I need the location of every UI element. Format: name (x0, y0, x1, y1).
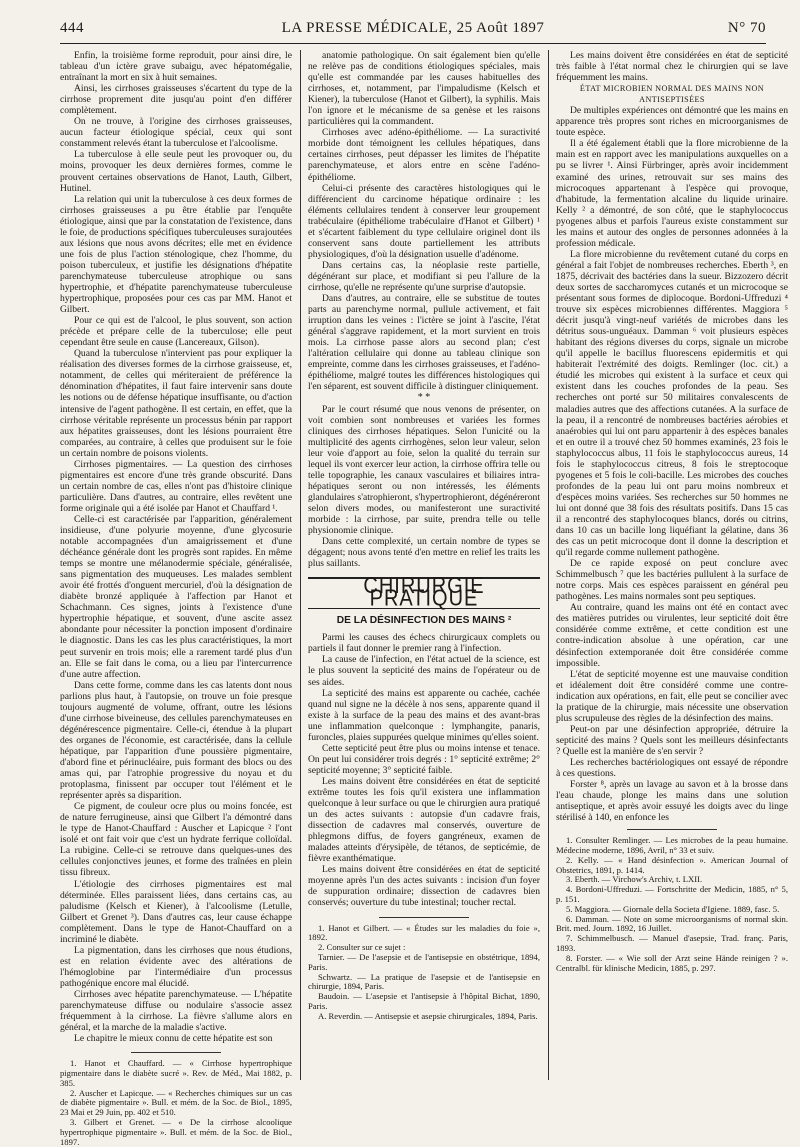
column-2-footnotes (308, 924, 540, 1022)
paragraph: Il a été également établi que la flore microbienne de la main est en rapport avec les manipulations auxquelles on a pu se livrer ¹. Ainsi Fürbringer, après avoir incidemment examiné des urines, retrouvait sur ses mains des microcoques appartenant à l'espèce qui provoque, d'habitude, la fermentation alcaline du liquide urinaire. Kelly ² a démontré, de son côté, que le staphylococcus pyogenes albus et parfois l'aureus existe constamment sur les mains et autour des ongles de personnes adonnées à la profession médicale. (556, 138, 788, 249)
journal-title: LA PRESSE MÉDICALE, 25 Août 1897 (281, 20, 545, 36)
footnote: Baudoin. — L'asepsie et l'antisepsie à l'hôpital Bichat, 1890, Paris. (308, 991, 540, 1011)
paragraph: La cause de l'infection, en l'état actuel de la science, est le plus souvent la septicité des mains de l'opérateur ou de ses aides. (308, 654, 540, 688)
paragraph: Parmi les causes des échecs chirurgicaux complets ou partiels il faut donner le premier rang à l'infection. (308, 632, 540, 655)
paragraph: Forster ⁸, après un lavage au savon et à la brosse dans l'eau chaude, plonge les mains dans une solution antiseptique, et après avoir essuyé les doigts avec du linge stérilisé à 140, en enfonce les (556, 779, 788, 824)
paragraph: L'étiologie des cirrhoses pigmentaires est mal déterminée. Elles paraissent liées, dans certains cas, au paludisme (Kelsch et Kiener), à l'alcoolisme (Letulle, Gilbert et Grenet ³). Dans d'autres cas, leur cause échappe complètement. Dans le type de Hanot-Chauffard on a incriminé le diabète. (60, 878, 292, 945)
paragraph: Cette septicité peut être plus ou moins intense et tenace. On peut lui considérer trois degrés : 1° septicité extrême; 2° septicité moyenne; 3° septicité faible. (308, 742, 540, 776)
paragraph: Peut-on par une désinfection appropriée, détruire la septicité des mains ? Quels sont les meilleurs désinfectants ? Quelle est la manière de s'en servir ? (556, 723, 788, 757)
paragraph: La pigmentation, dans les cirrhoses que nous étudions, est en relation évidente avec des altérations de l'hémoglobine par l'intermédiaire d'un processus pathogénique encore mal élucidé. (60, 944, 292, 989)
section-banner (308, 573, 540, 612)
paragraph: anatomie pathologique. On sait également bien qu'elle ne relève pas de conditions étiologiques spéciales, mais qu'elle est commandée par les causes habituelles des cirrhoses, et, notamment, par l'impaludisme (Kelsch et Kiener), la tuberculose (Hanot et Gilbert), la syphilis. Mais l'on ignore et le mécanisme de sa genèse et les raisons particulières qui la commandent. (308, 50, 540, 128)
footnote-rule (131, 1052, 221, 1053)
column-1-footnotes (60, 1059, 292, 1147)
footnote: 6. Damman. — Note on some microorganisms of normal skin. Brit. med. Journ. 1892, 16 Juillet. (556, 913, 788, 934)
paragraph: Cirrhoses pigmentaires. — La question des cirrhoses pigmentaires est encore d'une très grande obscurité. Dans un certain nombre de cas, elles n'ont pas d'histoire clinique particulière. Dans d'autres, au contraire, elles revêtent une forme originale qui a été isolée par Hanot et Chauffard ¹. (60, 458, 292, 514)
section-separator: * * (417, 392, 431, 404)
paragraph: Dans certains cas, la néoplasie reste partielle, dégénérant sur place, et modifiant si peu l'allure de la cirrhose, qu'elle ne représente qu'une surprise d'autopsie. (308, 259, 540, 293)
paragraph: Au contraire, quand les mains ont été en contact avec des matières putrides ou virulentes, leur septicité doit être considérée comme extrême, et cette condition est une contre-indication absolue à une opération, car une désinfection extemporanée doit être considérée comme impossible. (556, 602, 788, 669)
section-banner-title: CHIRURGIE PRATIQUE (363, 573, 485, 612)
paragraph: Par le court résumé que nous venons de présenter, on voit combien sont nombreuses et variées les formes cliniques des cirrhoses hépatiques. Selon l'unicité ou la multiplicité des agents cirrhogènes, selon leur valeur, selon leur voie d'apport au foie, selon la qualité du terrain sur lequel ils vont exercer leur action, la cirrhose offrira telle ou telle topographie, les canaux vasculaires et biliaires intra-hépatiques seront ou non intéressés, les éléments glandulaires s'atrophieront, s'hypertrophieront, dégénéreront selon divers modes, ou manifesteront une suractivité morbide : la cirrhose, par suite, prendra telle ou telle physionomie clinique. (308, 403, 540, 537)
paragraph: Pour ce qui est de l'alcool, le plus souvent, son action précède et prépare celle de la tuberculose; elle peut cependant être seule en cause (Lancereaux, Gilson). (60, 315, 292, 349)
paragraph: Ce pigment, de couleur ocre plus ou moins foncée, est de nature ferrugineuse, ainsi que Gilbert l'a démontré dans le type de Hanot-Chauffard : Auscher et Lapicque ² l'ont isolé et ont fait voir que c'est un hydrate ferrique colloïdal. La rubigine. Celle-ci se retrouve dans quelques-unes des cellules conjonctives jeunes, et forme des traînées en plein tissu fibreux. (60, 801, 292, 879)
paragraph: Les mains doivent être considérées en état de septicité extrême toutes les fois qu'il existera une inflammation quelconque à leur surface ou que le chirurgien aura pratiqué un des actes suivants : autopsie d'un cadavre frais, dissection de cadavres mal conservés, ouverture de phlegmons diffus, de foyers gangréneux, examen de malades atteints d'érysipèle, de tétanos, de septicémie, de fièvre exanthématique. (308, 775, 540, 865)
paragraph: La septicité des mains est apparente ou cachée, cachée quand nul signe ne la décèle à nos sens, apparente quand il existe à la surface de la peau des mains et des avant-bras une inflammation quelconque : lymphangite, panaris, furoncles, plaies suppurées quelque minimes qu'elles soient. (308, 687, 540, 743)
paragraph: Enfin, la troisième forme reproduit, pour ainsi dire, le tableau d'un ictère grave subaigu, avec hépatomégalie, entraînant la mort en six à huit semaines. (60, 50, 292, 84)
column-2 (308, 50, 540, 1021)
footnote: 2. Auscher et Lapicque. — « Recherches chimiques sur un cas de diabète pigmentaire ». Bull. et mém. de la Soc. de Biol., 1895, 23 Mai et 29 Juin, pp. 402 et 510. (60, 1087, 292, 1118)
column-1 (60, 50, 292, 1147)
column-1-body (60, 50, 292, 1044)
article-title: DE LA DÉSINFECTION DES MAINS ² (336, 615, 512, 627)
paragraph: Cirrhoses avec hépatite parenchymateuse. — L'hépatite parenchymateuse diffuse ou nodulaire s'associe assez fréquemment à la cirrhose. La fièvre s'allume alors en général, et la marche de la maladie s'active. (60, 988, 292, 1034)
footnote: A. Reverdin. — Antisepsie et asepsie chirurgicales, 1894, Paris. (318, 1010, 538, 1021)
paragraph: Les mains doivent être considérées en état de septicité moyenne après l'un des actes suivants : incision d'un foyer de suppuration ordinaire; dissection de cadavres bien conservés; ouverture du tube intestinal; toucher rectal. (308, 864, 540, 909)
paragraph: De multiples expériences ont démontré que les mains en apparence très propres sont riches en microorganismes de toute espèce. (556, 105, 788, 139)
section-heading: ÉTAT MICROBIEN NORMAL DES MAINS NON ANTISEPTISÉES (579, 84, 765, 105)
running-header (60, 20, 766, 42)
column-3-intro (556, 50, 788, 83)
column-3-body (556, 105, 788, 823)
page-number: 444 (60, 20, 84, 36)
footnote: 4. Bordoni-Uffreduzi. — Fortschritte der Medicin, 1885, n° 5, p. 151. (556, 884, 788, 905)
column-divider (300, 50, 301, 1080)
paragraph: Les recherches bactériologiques ont essayé de répondre à ces questions. (556, 757, 788, 780)
paragraph: Dans cette forme, comme dans les cas latents dont nous parlions plus haut, à l'autopsie, on trouve un foie presque toujours augmenté de volume, offrant, outre les lésions d'une cirrhose biveineuse, des cellules parenchymateuses en dégénérescence pigmentaire. Celle-ci, étendue à la plupart des organes de l'économie, est caractérisée, dans la cellule hépatique, par l'apparition d'une poussière pigmentaire, d'abord fine et périnucléaire, puis formant des blocs ou des amas qui, par l'atrophie progressive du noyau et du protoplasma, finissent par occuper tout l'élément et le représenter après sa disparition. (60, 679, 292, 802)
paragraph: Ainsi, les cirrhoses graisseuses s'écartent du type de la cirrhose proprement dite jusqu'au point d'en différer complètement. (60, 83, 292, 117)
footnote: 7. Schimmelbusch. — Manuel d'asepsie, Trad. franç. Paris, 1893. (556, 933, 788, 954)
paragraph: La flore microbienne du revêtement cutané du corps en général a fait l'objet de nombreuses recherches. Eberth ³, en 1875, décrivait des bactéries dans la sueur. Bizzozero décrit deux sortes de saccharomyces cutanés et un microcoque se présentant sous formes de diplocoque. Bordoni-Uffreduzi ⁴ trouve six espèces microbiennes différentes. Maggiora ⁵ décrit jusqu'à vingt-neuf variétés de microbes dans les détritus sous-unguéaux. Damman ⁶ voit plusieurs espèces habitant des régions diverses du corps, signale un microbe qu'il appelle le bacillus fluorescens epidermitis et qui habiterait l'extrémité des doigts. Remlinger (loc. cit.) a étudié les microbes qui existent à la surface et ceux qui existent dans les couches profondes de la peau. Ses recherches ont porté sur 50 militaires convalescents de maladies autres que des affections cutanées. A la surface de la peau, il a rencontré de nombreuses bactéries aérobies et anaérobies qui lui ont paru appartenir à des espèces banales et en outre il a trouvé chez 50 hommes examinés, 23 fois le staphylococcus albus, 11 fois le staphylococcus aureus, 14 fois le staphylococcus citreus, 8 fois le streptocoque pyogenes et 5 fois le coli-bacille. Les microbes des couches profondes de la peau lui ont paru moins nombreux et d'espèces moins variées. Ses recherches sur 50 hommes ne lui ont donné que 38 fois des résultats positifs. Dans 15 cas il a rencontré des staphylocoques blancs, dorés ou citrins, dans 10 cas un bacille long liquéfiant la gélatine, dans 36 des cas un petit microcoque dont il donne la description et qu'il regarde comme nullement pathogène. (556, 248, 788, 559)
paragraph: Celle-ci est caractérisée par l'apparition, généralement insidieuse, d'une polyurie moyenne, d'une glycosurie notable accompagnées d'un amaigrissement et d'une déchéance générale dont les progrès sont rapides. En même temps se montre une mélanodermie spéciale, généralisée, sans pigmentation des muqueuses. Les malades semblent avoir été frottés d'onguent mercuriel, d'où la désignation de diabète bronzé appliquée à l'affection par Hanot et Schachmann. Ces signes, joints à l'existence d'une hypertrophie hépatique, et souvent, d'une ascite assez abondante pour nécessiter la ponction imposent d'ordinaire le diagnostic. Dans les cas les plus caractéristiques, la mort peut survenir en trois mois; elle a rarement tardé plus d'un an. Elle se fait dans le coma, ou a lieu par l'intercurrence d'une autre affection. (60, 513, 292, 680)
paragraph: La tuberculose à elle seule peut les provoquer ou, du moins, provoquer les deux dernières formes, comme le prouvent certaines observations de Hanot, Lauth, Gilbert, Hutinel. (60, 149, 292, 194)
footnote: 3. Eberth. — Virchow's Archiv, t. LXII. (566, 874, 703, 885)
footnote: 5. Maggiora. — Giornale della Societa d'Igiene. 1889, fasc. 5. (566, 903, 780, 914)
paragraph: Le chapitre le mieux connu de cette hépatite est son (74, 1033, 273, 1045)
paragraph: Cirrhoses avec adéno-épithéliome. — La suractivité morbide dont témoignent les cellules hépatiques, dans certaines cirrhoses, peut dépasser les limites de l'hépatite parenchymateuse, et alors entre en scène l'adéno-épithéliome. (308, 127, 540, 183)
article-body (308, 632, 540, 908)
footnote: 3. Gilbert et Grenet. — « De la cirrhose alcoolique hypertrophique pigmentaire ». Bull. et mém. de la Soc. de Biol., 1897. (60, 1117, 292, 1147)
paragraph: L'état de septicité moyenne est une mauvaise condition et idéalement doit être considéré comme une contre-indication aux opérations, en fait, elle peut se concilier avec la pratique de la chirurgie, mais nécessite une observation plus scrupuleuse des règles de la désinfection des mains. (556, 668, 788, 724)
paragraph: On ne trouve, à l'origine des cirrhoses graisseuses, aucun facteur étiologique spécial, ceux qui sont constamment relevés étant la tuberculose et l'alcoolisme. (60, 116, 292, 150)
paragraph: Dans cette complexité, un certain nombre de types se dégagent; nous avons tenté d'en mettre en relief les traits les plus saillants. (308, 536, 540, 570)
footnote-rule (627, 829, 717, 830)
paragraph: La relation qui unit la tuberculose à ces deux formes de cirrhoses graisseuses a pu être établie par l'enquête étiologique, ainsi que par la constatation de l'existence, dans le foie, de productions spécifiques tuberculeuses surajoutées aux lésions que nous avons décrites; elle met en évidence une fois de plus l'action sténologique, chez l'homme, du poison tuberculeux, et justifie les désignations d'hépatite parenchymateuse tuberculeuse atrophique ou sans hypertrophie, et d'hépatite parenchymateuse tuberculeuse hypertrophique, proposées pour ces cas par MM. Hanot et Gilbert. (60, 193, 292, 316)
footnote-rule (379, 917, 469, 918)
footnote: Schwartz. — La pratique de l'asepsie et de l'antisepsie en chirurgie, 1894, Paris. (308, 971, 540, 992)
column-3 (556, 50, 788, 973)
header-rule (60, 43, 766, 44)
paragraph: Les mains doivent être considérées en état de septicité très faible à l'état normal chez le chirurgien qui se lave fréquemment les mains. (556, 50, 788, 84)
footnote: 1. Hanot et Chauffard. — « Cirrhose hypertrophique pigmentaire dans le diabète sucré ». Rev. de Méd., Mai 1882, p. 385. (60, 1058, 292, 1088)
footnote: 2. Consulter sur ce sujet : (318, 942, 406, 953)
issue-number: N° 70 (727, 20, 766, 36)
paragraph: De ce rapide exposé on peut conclure avec Schimmelbusch ⁷ que les bactéries pullulent à la surface de notre corps. Mais ces espèces paraissent en général peu pathogènes. Les mains normales sont peu septiques. (556, 558, 788, 603)
paragraph: Celui-ci présente des caractères histologiques qui le différencient du carcinome hépatique ordinaire : les éléments cellulaires tendent à conserver leur groupement trabéculaire (épithéliome trabéculaire d'Hanot et Gilbert) ¹ et s'écartent faiblement du type cellulaire originel dont ils conservent sans doute partiellement les attributs physiologiques, d'où la désignation usuelle d'adénome. (308, 182, 540, 260)
footnote: 1. Hanot et Gilbert. — « Études sur les maladies du foie », 1892. (308, 922, 540, 943)
column-3-footnotes (556, 836, 788, 973)
footnote: Tarnier. — De l'asepsie et de l'antisepsie en obstétrique, 1894, Paris. (308, 951, 540, 972)
column-divider (548, 50, 549, 1080)
conclusion-text (308, 404, 540, 570)
footnote: 8. Forster. — « Wie soll der Arzt seine Hände reinigen ? ». Centralbl. für klinische Medicin, 1885, p. 297. (556, 952, 788, 973)
footnote: 1. Consulter Remlinger. — Les microbes de la peau humaine. Médecine moderne, 1896, Avril, n° 33 et suiv. (556, 835, 788, 856)
column-2-body (308, 50, 540, 392)
paragraph: Dans d'autres, au contraire, elle se substitue de toutes parts au parenchyme normal, pullule activement, et fait irruption dans les veines : l'ictère se joint à l'ascite, l'état général s'aggrave rapidement, et la mort survient en trois mois. La cirrhose passe alors au second plan; c'est l'altération cellulaire qui donne au tableau clinique son empreinte, comme dans les cirrhoses graisseuses, et l'adéno-épithéliome, malgré toutes les différences histologiques qui l'en séparent, est souvent difficile à distinguer cliniquement. (308, 293, 540, 393)
paragraph: Quand la tuberculose n'intervient pas pour expliquer la réalisation des diverses formes de la cirrhose graisseuse, et, notamment, de celles qui mériteraient de préférence la dénomination d'hépatites, il faut faire intervenir sans doute les notions ou de défense hépatique insuffisante, ou d'action intensive de l'agent pathogène. Il est certain, en effet, que la cirrhose véritable représente un processus bénin par rapport aux hépatites graisseuses, dont les lésions pourraient être comparées, au contraire, à celles que produisent sur le foie un certain nombre de poisons violents. (60, 348, 292, 459)
footnote: 2. Kelly. — « Hand désinfection ». American Journal of Obstetrics, 1891, p. 1414. (556, 854, 788, 875)
